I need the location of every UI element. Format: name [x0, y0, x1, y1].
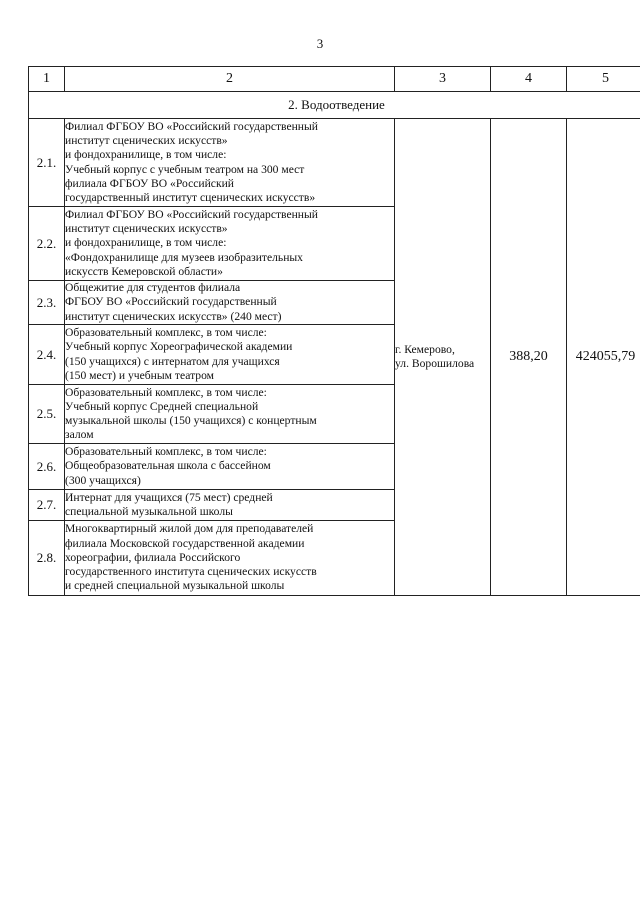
description-line: (150 мест) и учебным театром — [65, 368, 215, 382]
description-line: (150 учащихся) с интернатом для учащихся — [65, 354, 280, 368]
description-line: и фондохранилище, в том числе: — [65, 148, 227, 162]
description-line: институт сценических искусств» — [65, 222, 228, 236]
location-cell — [395, 119, 491, 596]
description-line: институт сценических искусств» (240 мест) — [65, 309, 282, 323]
row-description — [65, 325, 395, 385]
description-line: Образовательный комплекс, в том числе: — [65, 385, 267, 399]
description-line: ФГБОУ ВО «Российский государственный — [65, 295, 277, 309]
row-description — [65, 490, 395, 521]
description-line: филиала ФГБОУ ВО «Российский — [65, 176, 234, 190]
description-line: специальной музыкальной школы — [65, 505, 233, 518]
section-title: 2. Водоотведение — [29, 92, 640, 119]
location-line: г. Кемерово, — [395, 342, 455, 356]
description-line: государственного института сценических искусств — [65, 565, 317, 579]
description-line: Многоквартирный жилой дом для преподавателей — [65, 522, 314, 536]
row-description — [65, 521, 395, 596]
header-cell-4: 4 — [491, 67, 567, 92]
header-cell-3: 3 — [395, 67, 491, 92]
description-line: Образовательный комплекс, в том числе: — [65, 326, 267, 340]
description-line: искусств Кемеровской области» — [65, 264, 223, 278]
row-description — [65, 119, 395, 207]
row-number: 2.6. — [29, 444, 65, 490]
header-cell-1: 1 — [29, 67, 65, 92]
description-line: «Фондохранилище для музеев изобразительных — [65, 250, 303, 264]
description-line: Учебный корпус Средней специальной — [65, 399, 259, 413]
row-description — [65, 281, 395, 325]
description-line: Учебный корпус Хореографической академии — [65, 340, 293, 354]
description-line: и средней специальной музыкальной школы — [65, 579, 285, 593]
row-number: 2.3. — [29, 281, 65, 325]
description-line: Интернат для учащихся (75 мест) средней — [65, 490, 273, 504]
description-line: залом — [65, 428, 94, 442]
description-line: Учебный корпус с учебным театром на 300 мест — [65, 162, 305, 176]
description-line: Образовательный комплекс, в том числе: — [65, 445, 267, 459]
description-line: Филиал ФГБОУ ВО «Российский государственный — [65, 207, 319, 221]
description-line: государственный институт сценических искусств» — [65, 190, 316, 204]
description-line: Общежитие для студентов филиала — [65, 281, 241, 295]
section-row — [29, 92, 640, 119]
row-number: 2.1. — [29, 119, 65, 207]
document-table — [28, 66, 640, 596]
row-description — [65, 207, 395, 281]
row-number: 2.5. — [29, 385, 65, 444]
description-line: хореографии, филиала Российского — [65, 550, 241, 564]
description-line: музыкальной школы (150 учащихся) с концертным — [65, 414, 317, 427]
description-line: Филиал ФГБОУ ВО «Российский государственный — [65, 119, 319, 133]
header-cell-5: 5 — [567, 67, 640, 92]
description-line: институт сценических искусств» — [65, 134, 228, 148]
header-cell-2: 2 — [65, 67, 395, 92]
row-number: 2.2. — [29, 207, 65, 281]
page-number: 3 — [316, 36, 324, 51]
description-line: и фондохранилище, в том числе: — [65, 236, 227, 250]
location-line: ул. Ворошилова — [395, 357, 475, 370]
row-description — [65, 444, 395, 490]
table-header-row — [29, 67, 640, 92]
value-col-4: 388,20 — [491, 119, 567, 596]
row-number: 2.4. — [29, 325, 65, 385]
description-line: Общеобразовательная школа с бассейном — [65, 459, 271, 473]
value-col-5: 424055,79 — [567, 119, 640, 596]
description-line: (300 учащихся) — [65, 473, 141, 487]
row-number: 2.8. — [29, 521, 65, 596]
table-row — [29, 119, 640, 207]
row-description — [65, 385, 395, 444]
description-line: филиала Московской государственной академии — [65, 536, 305, 550]
row-number: 2.7. — [29, 490, 65, 521]
